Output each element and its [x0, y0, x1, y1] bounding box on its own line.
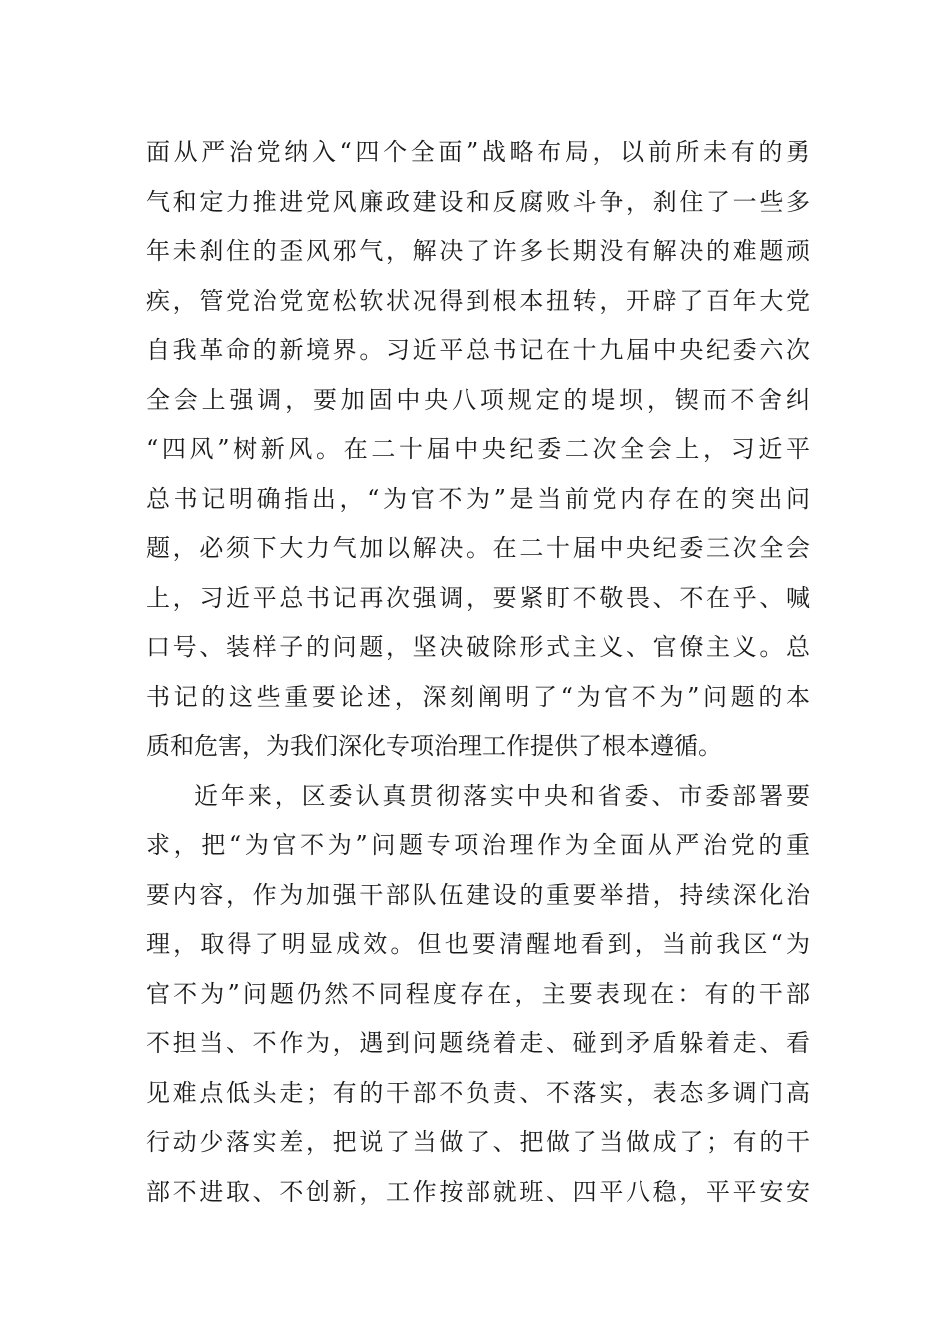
text-line: 质和危害，为我们深化专项治理工作提供了根本遵循。: [146, 732, 722, 760]
paragraph-2: [146, 772, 810, 1218]
text-line: 近年来，区委认真贯彻落实中央和省委、市委部署要: [194, 781, 810, 810]
text-line: 题，必须下大力气加以解决。在二十届中央纪委三次全会: [146, 534, 810, 562]
text-line: 上，习近平总书记再次强调，要紧盯不敬畏、不在乎、喊: [146, 583, 810, 612]
paragraph-1: [146, 128, 810, 772]
text-line: 自我革命的新境界。习近平总书记在十九届中央纪委六次: [146, 336, 810, 364]
document-body: [146, 128, 810, 1217]
text-line: 口号、装样子的问题，坚决破除形式主义、官僚主义。总: [146, 633, 810, 661]
text-line: 见难点低头走；有的干部不负责、不落实，表态多调门高: [146, 1078, 810, 1107]
text-line: 气和定力推进党风廉政建设和反腐败斗争，刹住了一些多: [146, 187, 810, 216]
text-line: 官不为”问题仍然不同程度存在，主要表现在：有的干部: [146, 979, 810, 1008]
text-line: 要内容，作为加强干部队伍建设的重要举措，持续深化治: [146, 880, 810, 909]
text-line: 年未刹住的歪风邪气，解决了许多长期没有解决的难题顽: [146, 237, 810, 265]
text-line: “四风”树新风。在二十届中央纪委二次全会上，习近平: [146, 435, 810, 463]
text-line: 部不进取、不创新，工作按部就班、四平八稳，平平安安: [146, 1177, 810, 1206]
text-line: 疾，管党治党宽松软状况得到根本扭转，开辟了百年大党: [146, 286, 810, 315]
text-line: 行动少落实差，把说了当做了、把做了当做成了；有的干: [146, 1128, 810, 1156]
text-line: 求，把“为官不为”问题专项治理作为全面从严治党的重: [146, 831, 810, 859]
text-line: 不担当、不作为，遇到问题绕着走、碰到矛盾躲着走、看: [146, 1029, 810, 1057]
text-line: 理，取得了明显成效。但也要清醒地看到，当前我区“为: [146, 930, 810, 958]
text-line: 总书记明确指出，“为官不为”是当前党内存在的突出问: [146, 484, 810, 513]
text-line: 书记的这些重要论述，深刻阐明了“为官不为”问题的本: [146, 682, 810, 711]
text-line: 全会上强调，要加固中央八项规定的堤坝，锲而不舍纠: [146, 385, 810, 414]
text-line: 面从严治党纳入“四个全面”战略布局，以前所未有的勇: [146, 138, 810, 166]
